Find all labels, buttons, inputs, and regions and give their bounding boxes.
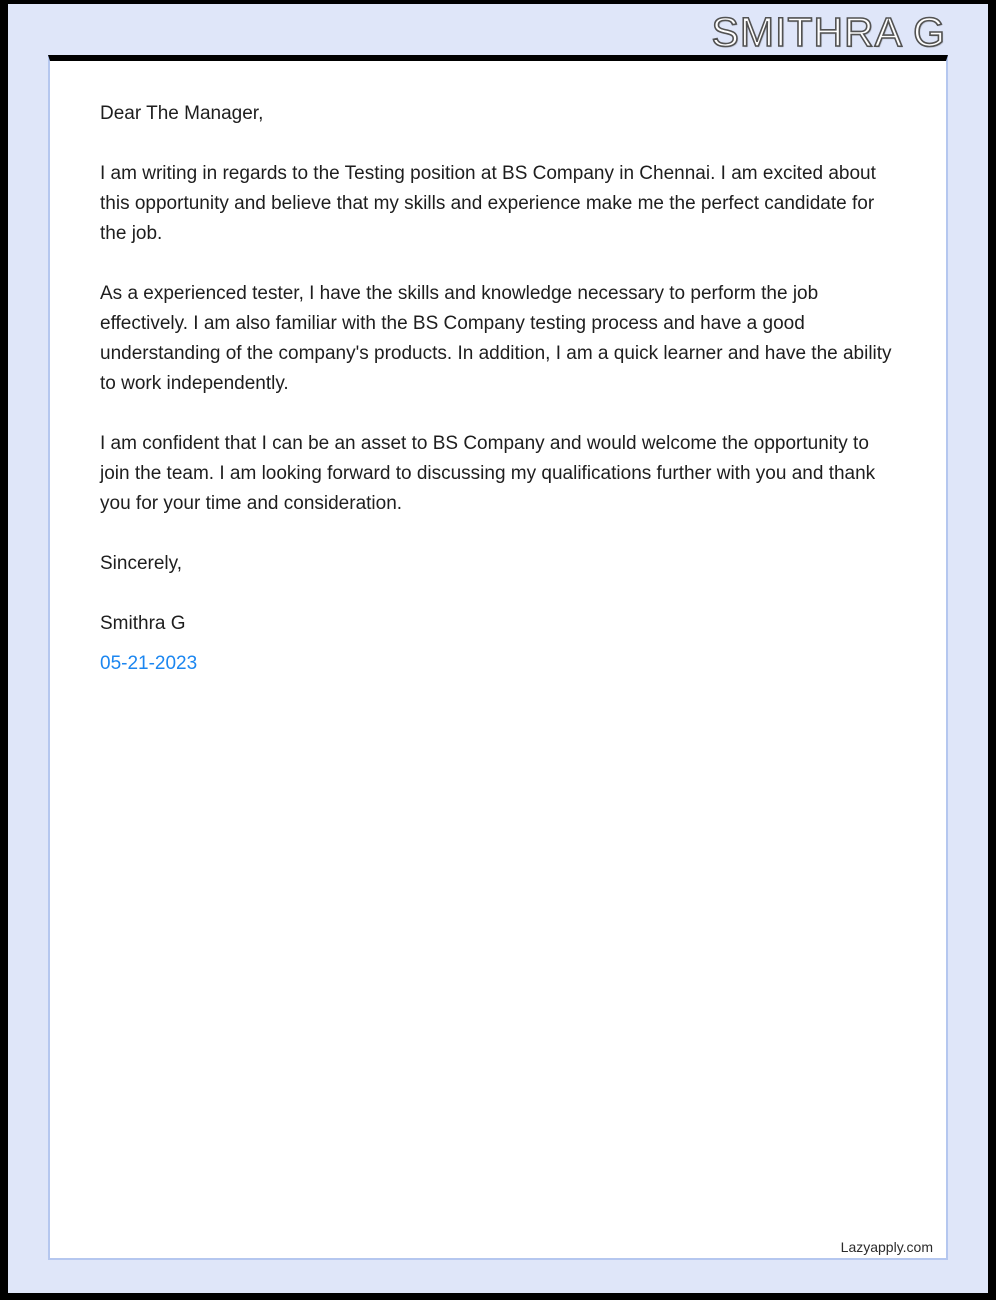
letter-body: [50, 61, 946, 679]
watermark: Lazyapply.com: [840, 1239, 933, 1255]
signature-name: Smithra G: [100, 613, 186, 634]
letter-page: [48, 55, 948, 1260]
salutation: Dear The Manager,: [100, 103, 264, 124]
letter-date: 05-21-2023: [100, 653, 198, 674]
paragraph-2: As a experienced tester, I have the skills and knowledge necessary to perform the job effectively. I am also familiar with the BS Company testing process and have a good understanding of the company's products. In addition, I am a quick learner and have the ability to work independently.: [100, 283, 892, 394]
header-applicant-name: SMITHRA G: [711, 9, 946, 55]
closing: Sincerely,: [100, 553, 183, 574]
letter-background: [8, 4, 988, 1293]
paragraph-1: I am writing in regards to the Testing position at BS Company in Chennai. I am excited about this opportunity and believe that my skills and experience make me the perfect candidate for the job.: [100, 163, 876, 244]
paragraph-3: I am confident that I can be an asset to BS Company and would welcome the opportunity to join the team. I am looking forward to discussing my qualifications further with you and thank you for your time and consideration.: [100, 433, 876, 514]
